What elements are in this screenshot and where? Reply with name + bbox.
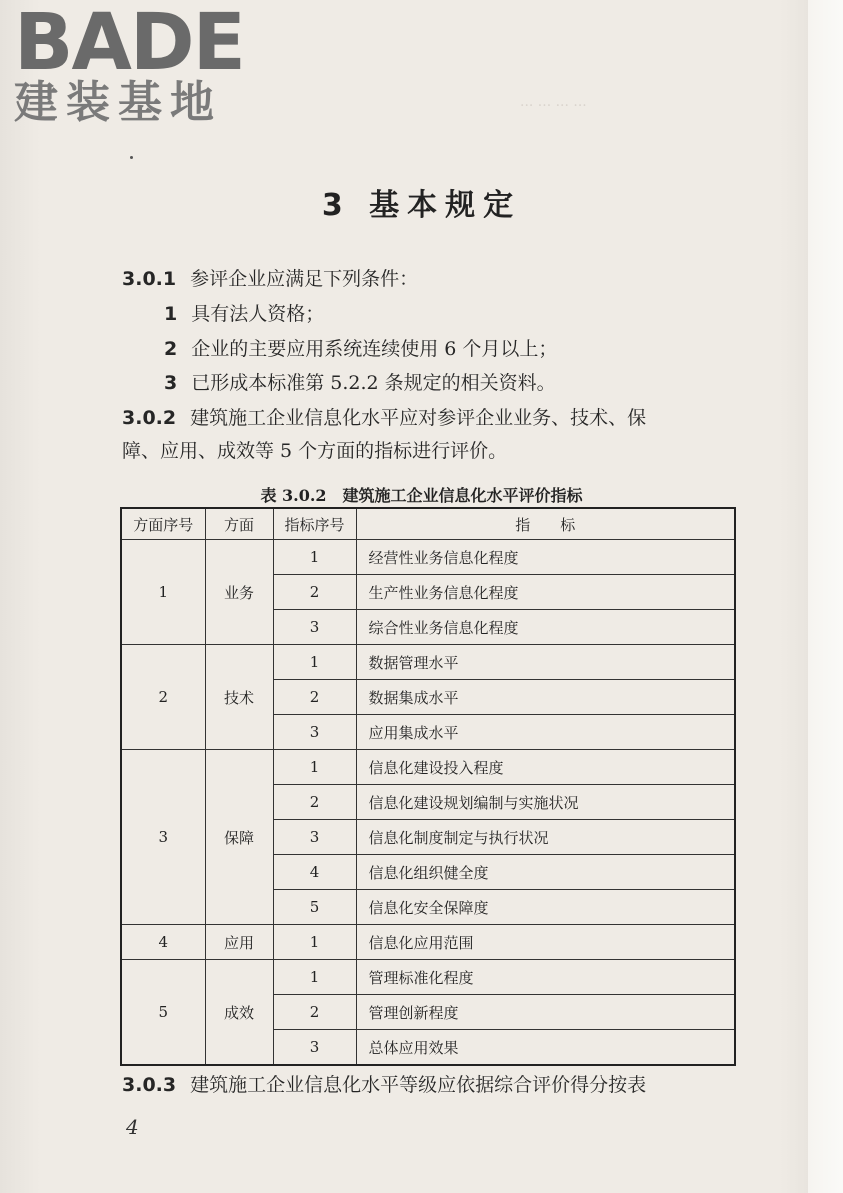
table-row bbox=[121, 960, 735, 995]
clause-number: 3.0.1 bbox=[122, 268, 177, 290]
indicator-cell: 信息化制度制定与执行状况 bbox=[356, 820, 735, 855]
table-row bbox=[121, 645, 735, 680]
indicator-table bbox=[120, 507, 736, 1066]
indicator-cell: 总体应用效果 bbox=[356, 1030, 735, 1066]
page-number: 4 bbox=[126, 1115, 139, 1139]
indicator-cell: 信息化建设投入程度 bbox=[356, 750, 735, 785]
table-header-row bbox=[121, 508, 735, 540]
indicator-cell: 信息化建设规划编制与实施状况 bbox=[356, 785, 735, 820]
clause-number: 3.0.2 bbox=[122, 407, 177, 429]
indicator-cell: 生产性业务信息化程度 bbox=[356, 575, 735, 610]
aspect-seq-cell: 4 bbox=[121, 925, 205, 960]
indicator-cell: 管理标准化程度 bbox=[356, 960, 735, 995]
table-row bbox=[121, 750, 735, 785]
clause-text: 障、应用、成效等 5 个方面的指标进行评价。 bbox=[122, 440, 508, 462]
indicator-seq-cell: 2 bbox=[273, 680, 356, 715]
header-aspect: 方面 bbox=[205, 508, 273, 540]
indicator-seq-cell: 3 bbox=[273, 715, 356, 750]
indicator-seq-cell: 2 bbox=[273, 995, 356, 1030]
aspect-seq-cell: 2 bbox=[121, 645, 205, 750]
aspect-seq-cell: 3 bbox=[121, 750, 205, 925]
item-text: 具有法人资格； bbox=[191, 303, 325, 325]
clause-3-0-2-continued bbox=[122, 438, 507, 464]
header-indicator-seq: 指标序号 bbox=[273, 508, 356, 540]
indicator-seq-cell: 3 bbox=[273, 820, 356, 855]
clause-number: 3.0.3 bbox=[122, 1074, 177, 1096]
indicator-seq-cell: 1 bbox=[273, 925, 356, 960]
indicator-seq-cell: 5 bbox=[273, 890, 356, 925]
aspect-cell: 技术 bbox=[205, 645, 273, 750]
indicator-cell: 数据集成水平 bbox=[356, 680, 735, 715]
indicator-cell: 数据管理水平 bbox=[356, 645, 735, 680]
item-text: 企业的主要应用系统连续使用 6 个月以上； bbox=[191, 338, 558, 360]
table-row bbox=[121, 540, 735, 575]
indicator-seq-cell: 3 bbox=[273, 1030, 356, 1066]
aspect-seq-cell: 1 bbox=[121, 540, 205, 645]
speck bbox=[130, 156, 133, 159]
clause-text: 建筑施工企业信息化水平应对参评企业业务、技术、保 bbox=[190, 407, 647, 429]
aspect-seq-cell: 5 bbox=[121, 960, 205, 1066]
indicator-seq-cell: 1 bbox=[273, 540, 356, 575]
table-caption: 表 3.0.2 建筑施工企业信息化水平评价指标 bbox=[260, 486, 583, 505]
indicator-cell: 综合性业务信息化程度 bbox=[356, 610, 735, 645]
chapter-title: 3 基本规定 bbox=[321, 188, 522, 223]
indicator-seq-cell: 3 bbox=[273, 610, 356, 645]
logo-subtitle: 建装基地 bbox=[14, 77, 222, 128]
indicator-seq-cell: 1 bbox=[273, 645, 356, 680]
indicator-seq-cell: 2 bbox=[273, 575, 356, 610]
header-indicator: 指 标 bbox=[356, 508, 735, 540]
indicator-seq-cell: 4 bbox=[273, 855, 356, 890]
table-row bbox=[121, 925, 735, 960]
indicator-cell: 应用集成水平 bbox=[356, 715, 735, 750]
page-edge bbox=[808, 0, 843, 1193]
clause-item bbox=[164, 301, 324, 327]
item-number: 1 bbox=[164, 303, 178, 325]
indicator-cell: 信息化安全保障度 bbox=[356, 890, 735, 925]
clause-3-0-2 bbox=[122, 405, 646, 431]
indicator-cell: 管理创新程度 bbox=[356, 995, 735, 1030]
clause-text: 参评企业应满足下列条件： bbox=[190, 268, 419, 290]
indicator-seq-cell: 1 bbox=[273, 960, 356, 995]
indicator-seq-cell: 2 bbox=[273, 785, 356, 820]
aspect-cell: 成效 bbox=[205, 960, 273, 1066]
bleed-through-text: ··· ··· ··· ··· bbox=[520, 98, 587, 114]
aspect-cell: 业务 bbox=[205, 540, 273, 645]
clause-item bbox=[164, 370, 556, 396]
item-number: 3 bbox=[164, 372, 178, 394]
watermark-logo bbox=[14, 2, 244, 130]
clause-3-0-1 bbox=[122, 266, 418, 292]
indicator-seq-cell: 1 bbox=[273, 750, 356, 785]
indicator-cell: 经营性业务信息化程度 bbox=[356, 540, 735, 575]
clause-text: 建筑施工企业信息化水平等级应依据综合评价得分按表 bbox=[190, 1074, 647, 1096]
item-number: 2 bbox=[164, 338, 178, 360]
item-text: 已形成本标准第 5.2.2 条规定的相关资料。 bbox=[191, 372, 556, 394]
indicator-cell: 信息化组织健全度 bbox=[356, 855, 735, 890]
aspect-cell: 应用 bbox=[205, 925, 273, 960]
header-aspect-seq: 方面序号 bbox=[121, 508, 205, 540]
logo-brand: BADE bbox=[14, 0, 244, 88]
clause-item bbox=[164, 336, 557, 362]
aspect-cell: 保障 bbox=[205, 750, 273, 925]
clause-3-0-3 bbox=[122, 1072, 646, 1098]
indicator-cell: 信息化应用范围 bbox=[356, 925, 735, 960]
